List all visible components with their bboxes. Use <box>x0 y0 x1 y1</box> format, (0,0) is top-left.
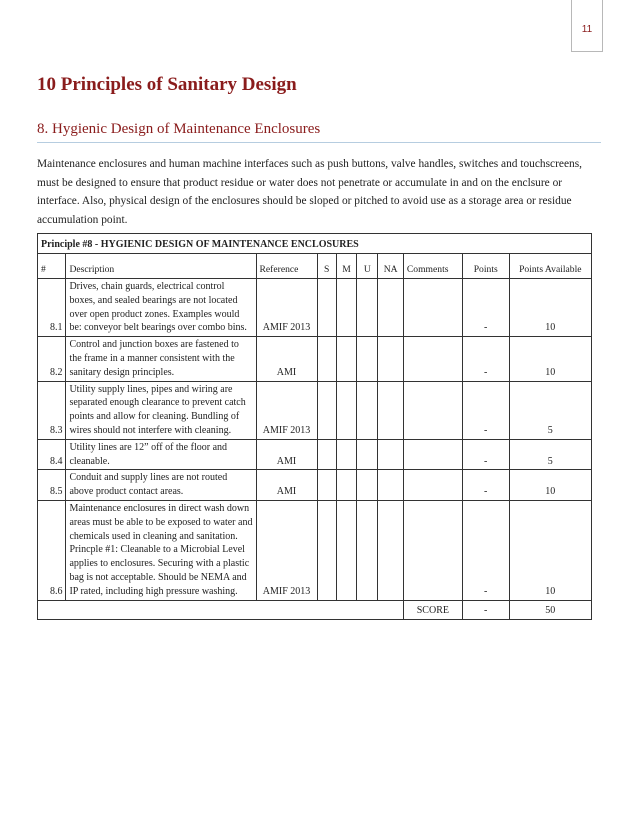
table-title: Principle #8 - HYGIENIC DESIGN OF MAINTENANCE ENCLOSURES <box>38 234 592 254</box>
row-u-cell[interactable] <box>357 439 378 470</box>
section-heading: 8. Hygienic Design of Maintenance Enclosures <box>37 121 321 137</box>
row-na-cell[interactable] <box>378 439 403 470</box>
row-description: Utility supply lines, pipes and wiring are separated enough clearance to prevent catch points and allow for cleaning. Bundling of wires should not interfere with cleaning. <box>66 381 256 439</box>
header-points-available: Points Available <box>509 254 591 279</box>
row-reference: AMIF 2013 <box>256 279 317 337</box>
row-s-cell[interactable] <box>317 470 336 501</box>
row-description: Maintenance enclosures in direct wash down areas must be able to be exposed to water and chemicals used in cleaning and sanitation. Princple #1: Cleanable to a Microbial Level applies to enclosures. Securing with a plastic bag is not acceptable. Should be NEMA and IP rated, including high pressure washing. <box>66 500 256 600</box>
row-points: - <box>462 381 509 439</box>
row-m-cell[interactable] <box>336 470 356 501</box>
row-u-cell[interactable] <box>357 337 378 381</box>
header-comments: Comments <box>403 254 462 279</box>
row-points: - <box>462 439 509 470</box>
row-points-available: 10 <box>509 500 591 600</box>
table-row <box>38 439 592 470</box>
row-na-cell[interactable] <box>378 470 403 501</box>
row-s-cell[interactable] <box>317 337 336 381</box>
table-row <box>38 279 592 337</box>
row-s-cell[interactable] <box>317 279 336 337</box>
row-num: 8.5 <box>38 470 66 501</box>
table-row <box>38 337 592 381</box>
page-number: 11 <box>581 24 593 35</box>
row-s-cell[interactable] <box>317 500 336 600</box>
header-reference: Reference <box>256 254 317 279</box>
row-na-cell[interactable] <box>378 279 403 337</box>
row-points-available: 10 <box>509 470 591 501</box>
row-points: - <box>462 337 509 381</box>
table-title-row <box>38 234 592 254</box>
section-divider <box>37 142 601 143</box>
header-na: NA <box>378 254 403 279</box>
score-label: SCORE <box>403 600 462 619</box>
score-points: - <box>462 600 509 619</box>
row-na-cell[interactable] <box>378 337 403 381</box>
row-reference: AMI <box>256 439 317 470</box>
row-points: - <box>462 279 509 337</box>
row-num: 8.4 <box>38 439 66 470</box>
header-points: Points <box>462 254 509 279</box>
row-comments-cell[interactable] <box>403 381 462 439</box>
row-u-cell[interactable] <box>357 381 378 439</box>
row-reference: AMIF 2013 <box>256 500 317 600</box>
row-num: 8.6 <box>38 500 66 600</box>
page-number-box <box>571 0 603 52</box>
row-points-available: 10 <box>509 279 591 337</box>
row-points: - <box>462 470 509 501</box>
row-u-cell[interactable] <box>357 279 378 337</box>
row-comments-cell[interactable] <box>403 337 462 381</box>
row-description: Conduit and supply lines are not routed above product contact areas. <box>66 470 256 501</box>
row-description: Control and junction boxes are fastened to the frame in a manner consistent with the sanitary design principles. <box>66 337 256 381</box>
row-na-cell[interactable] <box>378 381 403 439</box>
table-row <box>38 381 592 439</box>
row-s-cell[interactable] <box>317 381 336 439</box>
row-num: 8.1 <box>38 279 66 337</box>
intro-paragraph: Maintenance enclosures and human machine interfaces such as push buttons, valve handles, switches and touchscreens, must be designed to ensure that product residue or water does not penetrate or accumulate in and on the enclsure or interface. Also, physical design of the enclosures should be sloped or pitched to avoid use as a storage area or residue accumulation point. <box>37 158 582 226</box>
header-u: U <box>357 254 378 279</box>
page-title: 10 Principles of Sanitary Design <box>37 74 297 95</box>
row-comments-cell[interactable] <box>403 279 462 337</box>
principle-table <box>37 233 592 620</box>
row-num: 8.2 <box>38 337 66 381</box>
score-spacer <box>38 600 404 619</box>
row-description: Drives, chain guards, electrical control boxes, and sealed bearings are not located over open product zones. Examples would be: conveyor belt bearings over combo bins. <box>66 279 256 337</box>
row-num: 8.3 <box>38 381 66 439</box>
score-points-available: 50 <box>509 600 591 619</box>
row-m-cell[interactable] <box>336 439 356 470</box>
score-row <box>38 600 592 619</box>
table-row <box>38 470 592 501</box>
header-m: M <box>336 254 356 279</box>
row-points: - <box>462 500 509 600</box>
table-row <box>38 500 592 600</box>
row-na-cell[interactable] <box>378 500 403 600</box>
row-u-cell[interactable] <box>357 500 378 600</box>
row-s-cell[interactable] <box>317 439 336 470</box>
row-m-cell[interactable] <box>336 381 356 439</box>
row-reference: AMI <box>256 470 317 501</box>
row-reference: AMI <box>256 337 317 381</box>
row-comments-cell[interactable] <box>403 439 462 470</box>
header-s: S <box>317 254 336 279</box>
table-header-row <box>38 254 592 279</box>
row-comments-cell[interactable] <box>403 500 462 600</box>
row-description: Utility lines are 12” off of the floor and cleanable. <box>66 439 256 470</box>
header-description: Description <box>66 254 256 279</box>
row-m-cell[interactable] <box>336 279 356 337</box>
row-points-available: 5 <box>509 439 591 470</box>
row-m-cell[interactable] <box>336 500 356 600</box>
row-m-cell[interactable] <box>336 337 356 381</box>
row-comments-cell[interactable] <box>403 470 462 501</box>
row-points-available: 5 <box>509 381 591 439</box>
row-u-cell[interactable] <box>357 470 378 501</box>
header-num: # <box>38 254 66 279</box>
row-reference: AMIF 2013 <box>256 381 317 439</box>
row-points-available: 10 <box>509 337 591 381</box>
